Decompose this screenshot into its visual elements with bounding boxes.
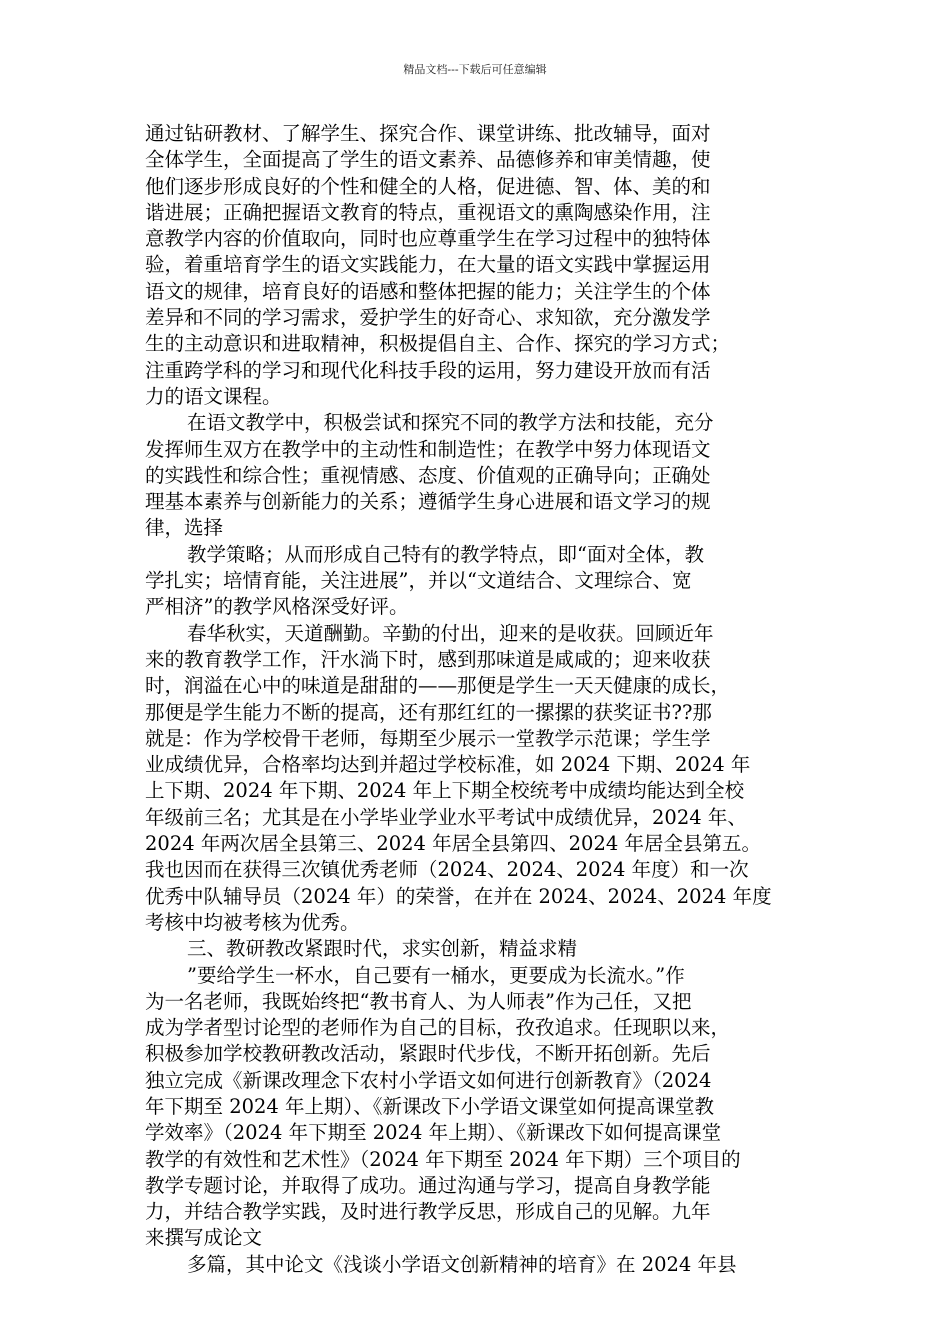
text-line: 教学策略；从而形成自己特有的教学特点，即“面对全体，教 [187,542,704,566]
text-line: 来撰写成论文 [145,1226,263,1250]
text-line: 在语文教学中，积极尝试和探究不同的教学方法和技能，充分 [187,411,714,435]
text-line: 差异和不同的学习需求，爱护学生的好奇心、求知欲，充分激发学 [145,306,711,330]
text-line: 独立完成《新课改理念下农村小学语文如何进行创新教育》（2024 [145,1068,712,1092]
text-line: 意教学内容的价值取向，同时也应尊重学生在学习过程中的独特体 [145,227,711,251]
text-line: 律，选择 [145,516,224,540]
text-line: 为一名老师，我既始终把“教书育人、为人师表”作为己任，又把 [145,989,692,1013]
text-line: 积极参加学校教研教改活动，紧跟时代步伐，不断开拓创新。先后 [145,1042,711,1066]
text-line: 就是：作为学校骨干老师，每期至少展示一堂教学示范课；学生学 [145,726,711,750]
text-line: 严相济”的教学风格深受好评。 [145,595,409,619]
text-line: 年级前三名；尤其是在小学毕业学业水平考试中成绩优异，2024 年、 [145,805,747,829]
text-line: 优秀中队辅导员（2024 年）的荣誉，在并在 2024、2024、2024 年度 [145,884,772,908]
text-line: 他们逐步形成良好的个性和健全的人格，促进德、智、体、美的和 [145,174,711,198]
text-line: 成为学者型讨论型的老师作为自己的目标，孜孜追求。任现职以来， [145,1016,731,1040]
text-line: 2024 年两次居全县第三、2024 年居全县第四、2024 年居全县第五。 [145,832,761,856]
text-line: 学效率》（2024 年下期至 2024 年上期）、《新课改下如何提高课堂 [145,1121,722,1145]
document-body [145,121,805,1278]
text-line: 时，润溢在心中的味道是甜甜的——那便是学生一天天健康的成长， [145,674,731,698]
text-line: 上下期、2024 年下期、2024 年上下期全校统考中成绩均能达到全校 [145,779,745,803]
text-line: 理基本素养与创新能力的关系；遵循学生身心进展和语文学习的规 [145,490,711,514]
text-line: ”要给学生一杯水，自己要有一桶水，更要成为长流水。”作 [187,963,685,987]
text-line: 教学的有效性和艺术性》（2024 年下期至 2024 年下期）三个项目的 [145,1147,741,1171]
text-line: 来的教育教学工作，汗水淌下时，感到那味道是咸咸的；迎来收获 [145,647,711,671]
text-line: 学扎实；培情育能，关注进展”，并以“文道结合、文理综合、宽 [145,569,692,593]
text-line: 生的主动意识和进取精神，积极提倡自主、合作、探究的学习方式； [145,332,731,356]
text-line: 全体学生，全面提高了学生的语文素养、品德修养和审美情趣，使 [145,148,711,172]
text-line: 力，并结合教学实践，及时进行教学反思，形成自己的见解。九年 [145,1200,711,1224]
text-line: 注重跨学科的学习和现代化科技手段的运用，努力建设开放而有活 [145,358,711,382]
text-line: 语文的规律，培育良好的语感和整体把握的能力；关注学生的个体 [145,279,711,303]
text-line: 多篇，其中论文《浅谈小学语文创新精神的培育》在 2024 年县 [187,1252,737,1276]
text-line: 那便是学生能力不断的提高，还有那红红的一摞摞的获奖证书??那 [145,700,712,724]
text-line: 验，着重培育学生的语文实践能力，在大量的语文实践中掌握运用 [145,253,711,277]
text-line: 发挥师生双方在教学中的主动性和制造性；在教学中努力体现语文 [145,437,711,461]
text-line: 我也因而在获得三次镇优秀老师（2024、2024、2024 年度）和一次 [145,858,749,882]
text-line: 谐进展；正确把握语文教育的特点，重视语文的熏陶感染作用，注 [145,200,711,224]
text-line: 业成绩优异，合格率均达到并超过学校标准，如 2024 下期、2024 年 [145,753,751,777]
text-line: 的实践性和综合性；重视情感、态度、价值观的正确导向；正确处 [145,463,711,487]
text-line: 春华秋实，天道酬勤。辛勤的付出，迎来的是收获。回顾近年 [187,621,714,645]
text-line: 年下期至 2024 年上期）、《新课改下小学语文课堂如何提高课堂教 [145,1094,715,1118]
page-header: 精品文档---下载后可任意编辑 [403,63,547,76]
text-line: 力的语文课程。 [145,384,282,408]
text-line: 通过钻研教材、了解学生、探究合作、课堂讲练、批改辅导，面对 [145,122,711,145]
text-line: 考核中均被考核为优秀。 [145,910,360,934]
text-line: 教学专题讨论，并取得了成功。通过沟通与学习，提高自身教学能 [145,1173,711,1197]
text-line: 三、教研教改紧跟时代，求实创新，精益求精 [187,937,578,961]
